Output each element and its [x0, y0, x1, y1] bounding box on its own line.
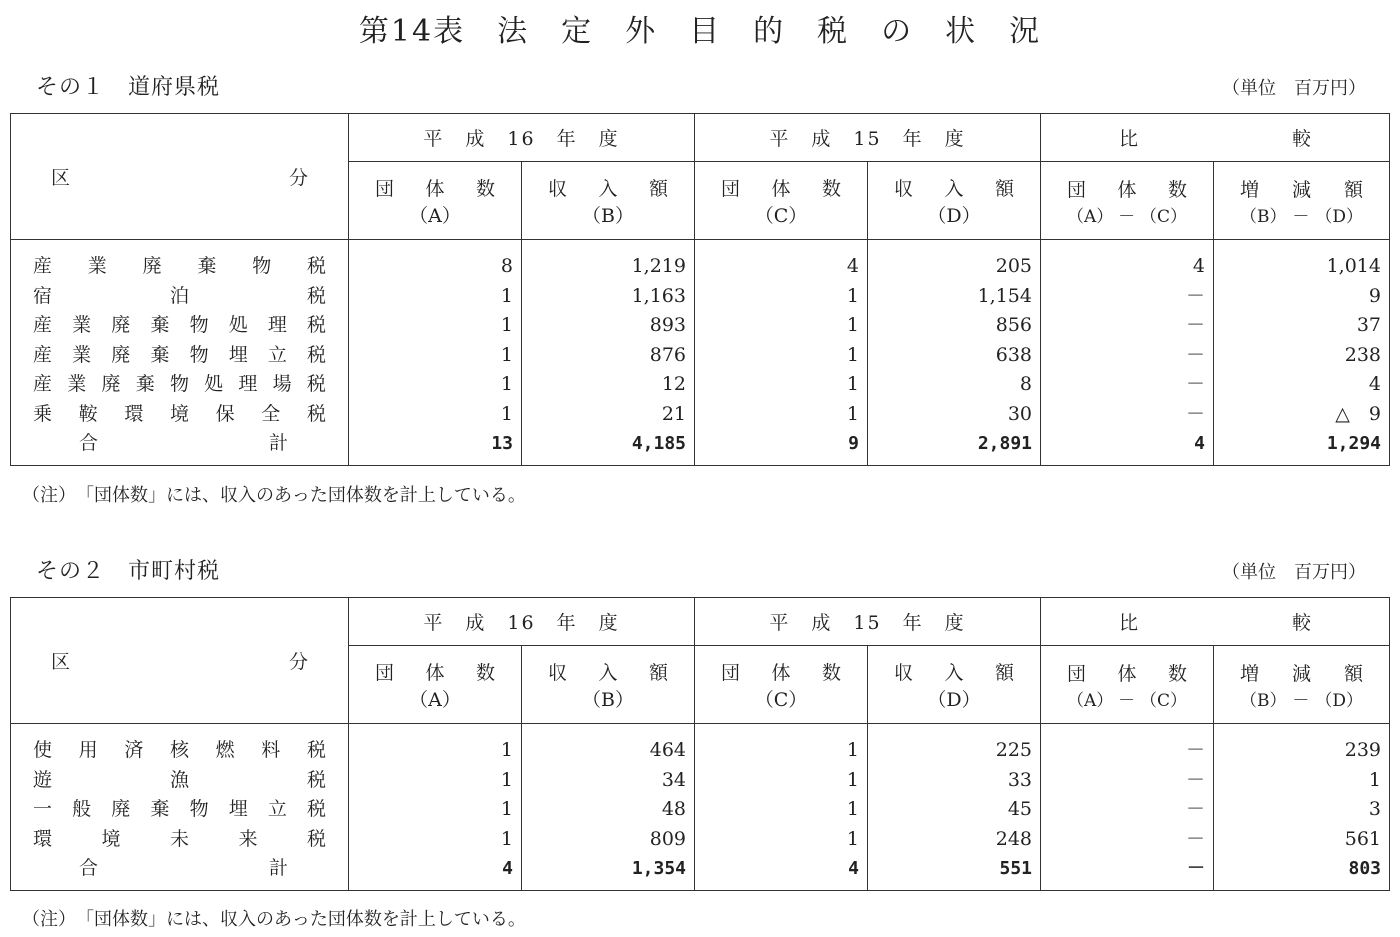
value-d: 856	[995, 314, 1032, 336]
tax-name-char: 燃	[215, 739, 235, 761]
revenue-b-header-label-char: 入	[598, 177, 618, 200]
value-a: 1	[500, 798, 513, 820]
tax-name-char: 理	[267, 314, 287, 336]
revenue-diff-header-code	[1214, 686, 1389, 711]
kubun-label	[11, 163, 348, 190]
tax-name	[11, 795, 348, 825]
value-d: 1,154	[977, 284, 1032, 307]
data-body	[11, 240, 1390, 466]
count-c-header-code: （C）	[754, 688, 808, 711]
count-diff-header-label-char: 数	[1167, 178, 1187, 201]
count-diff-header-label	[1041, 659, 1213, 686]
tax-name-char: 境	[101, 827, 121, 850]
tax-name-char: 業	[72, 343, 92, 366]
count-a-header-label-char: 体	[425, 177, 445, 200]
revenue-d-header-code: （D）	[927, 204, 981, 227]
count-diff-header-label	[1041, 175, 1213, 202]
value-a: 1	[500, 284, 513, 307]
column-bd	[1214, 724, 1390, 891]
tax-name	[11, 282, 348, 312]
value-ac: －	[1185, 827, 1205, 850]
tax-name	[11, 311, 348, 341]
column-a	[349, 240, 522, 466]
tax-name-char: 漁	[169, 768, 189, 791]
value-b: 12	[661, 373, 686, 395]
tax-name-char: 物	[169, 373, 189, 395]
year16-header: 平 成 16 年 度	[349, 114, 695, 162]
count-diff-header-label-char: 数	[1167, 662, 1187, 685]
value-ac: －	[1185, 768, 1205, 791]
tax-name-char: 物	[252, 255, 272, 277]
tax-name-char: 産	[33, 343, 53, 366]
tax-name-char: 産	[33, 373, 53, 395]
total-bd: 1,294	[1326, 433, 1381, 454]
value-ac: －	[1185, 739, 1205, 761]
count-c-header-label-char: 体	[771, 177, 791, 200]
count-a-header-label-char: 体	[425, 661, 445, 684]
tax-name-char: 宿	[33, 284, 53, 307]
tax-name-char: 業	[67, 373, 87, 395]
unit-label-2: （単位 百万円）	[1222, 562, 1366, 583]
count-diff-header-code-char: （C）	[1139, 206, 1187, 227]
tax-name	[11, 400, 348, 430]
value-bd: 1,014	[1326, 255, 1381, 277]
value-bd: 9	[1368, 284, 1381, 307]
tax-name-char: 乗	[33, 402, 53, 425]
tax-name-char: 棄	[150, 798, 170, 820]
revenue-b-header-label-char: 収	[548, 661, 568, 684]
tax-name	[11, 341, 348, 371]
year15-header: 平 成 15 年 度	[695, 598, 1041, 646]
tax-name-char: 場	[272, 373, 292, 395]
comparison-char: 比	[1119, 612, 1141, 634]
tax-name-char: 処	[204, 373, 224, 395]
tax-name-char: 境	[169, 402, 189, 425]
municipal-tax-table	[10, 597, 1390, 891]
revenue-d-header	[868, 162, 1041, 240]
count-diff-header-label-char: 体	[1117, 178, 1137, 201]
value-ac: －	[1185, 314, 1205, 336]
value-bd: △ 9	[1335, 402, 1381, 425]
tax-name-char: 埋	[228, 798, 248, 820]
comparison-char: 比	[1119, 128, 1141, 150]
revenue-diff-header-code-char: （D）	[1315, 206, 1363, 227]
kubun-header	[11, 114, 349, 240]
total-label-char: 計	[268, 857, 288, 879]
value-a: 1	[500, 402, 513, 425]
comparison-label	[1041, 124, 1389, 151]
tax-name-char: 棄	[197, 255, 217, 277]
tax-name-char: 立	[267, 343, 287, 366]
count-diff-header-label-char: 体	[1117, 662, 1137, 685]
column-ac	[1041, 724, 1214, 891]
value-ac: －	[1185, 402, 1205, 425]
count-a-header-label-char: 数	[475, 177, 495, 200]
value-c: 1	[846, 798, 859, 820]
count-diff-header-label-char: 団	[1067, 662, 1087, 685]
revenue-diff-header-label-char: 増	[1240, 662, 1260, 685]
value-bd: 1	[1368, 768, 1381, 791]
total-c: 9	[848, 433, 859, 454]
column-d	[868, 240, 1041, 466]
value-c: 1	[846, 402, 859, 425]
total-d: 2,891	[977, 433, 1032, 454]
total-b: 1,354	[631, 858, 686, 879]
value-d: 225	[995, 739, 1032, 761]
note-2: （注） 「団体数」には、収入のあった団体数を計上している。	[22, 909, 526, 930]
tax-name-char: 税	[306, 798, 326, 820]
revenue-diff-header-label	[1214, 175, 1389, 202]
revenue-d-header-label-char: 入	[944, 661, 964, 684]
total-ac: 4	[1194, 433, 1205, 454]
value-bd: 3	[1368, 798, 1381, 820]
column-ac	[1041, 240, 1214, 466]
revenue-diff-header-code-char: －	[1292, 206, 1310, 227]
count-c-header-label-char: 団	[721, 177, 741, 200]
column-b	[522, 724, 695, 891]
comparison-header	[1041, 114, 1390, 162]
value-b: 893	[649, 314, 686, 336]
value-b: 876	[649, 343, 686, 366]
count-diff-header-code-char: （A）	[1067, 206, 1114, 227]
column-c	[695, 240, 868, 466]
revenue-d-header-label	[868, 174, 1040, 201]
comparison-char: 較	[1291, 128, 1313, 150]
tax-name-char: 産	[33, 314, 53, 336]
revenue-diff-header-label-char: 増	[1240, 178, 1260, 201]
tax-name-char: 理	[238, 373, 258, 395]
count-c-header-label	[695, 658, 867, 685]
value-a: 1	[500, 373, 513, 395]
revenue-diff-header	[1214, 646, 1390, 724]
tax-name-char: 核	[169, 739, 189, 761]
revenue-d-header-label-char: 額	[994, 661, 1014, 684]
revenue-d-header-label	[868, 658, 1040, 685]
value-b: 1,163	[631, 284, 686, 307]
tax-name	[11, 370, 348, 400]
count-diff-header-code	[1041, 686, 1213, 711]
count-a-header-code: （A）	[409, 688, 461, 711]
tax-name-char: 税	[306, 343, 326, 366]
value-b: 464	[649, 739, 686, 761]
revenue-b-header-label-char: 額	[648, 661, 668, 684]
kubun-label-char: 区	[51, 167, 71, 189]
value-a: 1	[500, 739, 513, 761]
count-c-header-label	[695, 174, 867, 201]
tax-name-char: 業	[87, 255, 107, 277]
tax-name-char: 棄	[150, 314, 170, 336]
revenue-d-header	[868, 646, 1041, 724]
count-diff-header-code-char: －	[1118, 690, 1136, 711]
tax-name-char: 税	[306, 827, 326, 850]
tax-name-char: 用	[78, 739, 98, 761]
value-d: 8	[1019, 373, 1032, 395]
column-c	[695, 724, 868, 891]
value-a: 1	[500, 768, 513, 791]
value-c: 1	[846, 314, 859, 336]
revenue-diff-header-label-char: 額	[1343, 178, 1363, 201]
kubun-label-char: 分	[288, 167, 308, 189]
count-a-header	[349, 646, 522, 724]
tax-name-char: 環	[33, 827, 53, 850]
value-c: 1	[846, 284, 859, 307]
tax-name-char: 税	[306, 255, 326, 277]
value-c: 1	[846, 768, 859, 791]
tax-name-char: 税	[306, 284, 326, 307]
prefectural-tax-table	[10, 113, 1390, 466]
value-c: 4	[846, 255, 859, 277]
value-a: 1	[500, 827, 513, 850]
tax-name-char: 未	[169, 827, 189, 850]
count-diff-header-code-char: （A）	[1067, 690, 1114, 711]
revenue-diff-header-label-char: 額	[1343, 662, 1363, 685]
count-a-header-label	[349, 174, 521, 201]
revenue-d-header-code: （D）	[927, 688, 981, 711]
tax-name-char: 済	[124, 739, 144, 761]
tax-name-char: 廃	[111, 314, 131, 336]
tax-name-char: 税	[306, 402, 326, 425]
value-b: 21	[661, 402, 686, 425]
tax-name-char: 使	[33, 739, 53, 761]
value-ac: －	[1185, 373, 1205, 395]
tax-name-char: 棄	[135, 373, 155, 395]
tax-name-char: 埋	[228, 343, 248, 366]
value-d: 45	[1007, 798, 1032, 820]
total-ac: －	[1187, 858, 1205, 879]
header-row-years	[11, 598, 1390, 646]
section1-heading: その１ 道府県税	[36, 75, 221, 100]
tax-name	[11, 766, 348, 796]
tax-name-char: 保	[215, 402, 235, 425]
revenue-diff-header-code-char: （D）	[1315, 690, 1363, 711]
comparison-char: 較	[1291, 612, 1313, 634]
value-bd: 37	[1356, 314, 1381, 336]
value-ac: －	[1185, 798, 1205, 820]
value-ac: －	[1185, 284, 1205, 307]
value-d: 638	[995, 343, 1032, 366]
revenue-diff-header-code-char: －	[1292, 690, 1310, 711]
tax-name-char: 税	[306, 739, 326, 761]
tax-name-char: 廃	[142, 255, 162, 277]
tax-name-char: 税	[306, 768, 326, 791]
revenue-d-header-label-char: 収	[894, 661, 914, 684]
count-c-header-label-char: 数	[821, 661, 841, 684]
count-a-header-label-char: 数	[475, 661, 495, 684]
value-d: 33	[1007, 768, 1032, 791]
revenue-b-header-label-char: 収	[548, 177, 568, 200]
count-diff-header-code-char: －	[1118, 206, 1136, 227]
section2-heading: その２ 市町村税	[36, 559, 221, 584]
revenue-d-header-label-char: 額	[994, 177, 1014, 200]
tax-name-char: 廃	[111, 798, 131, 820]
comparison-header	[1041, 598, 1390, 646]
revenue-b-header-label	[522, 658, 694, 685]
value-a: 1	[500, 314, 513, 336]
tax-name	[11, 252, 348, 282]
total-label	[11, 429, 348, 459]
count-c-header-label-char: 数	[821, 177, 841, 200]
value-d: 205	[995, 255, 1032, 277]
value-c: 1	[846, 827, 859, 850]
revenue-diff-header	[1214, 162, 1390, 240]
kubun-label-char: 分	[288, 651, 308, 673]
count-diff-header-code-char: （C）	[1139, 690, 1187, 711]
tax-name	[11, 736, 348, 766]
name-column	[11, 240, 349, 466]
year15-header: 平 成 15 年 度	[695, 114, 1041, 162]
total-label-char: 計	[268, 432, 288, 454]
count-c-header	[695, 162, 868, 240]
unit-label-1: （単位 百万円）	[1222, 78, 1366, 99]
value-b: 1,219	[631, 255, 686, 277]
tax-name-char: 泊	[169, 284, 189, 307]
tax-name-char: 税	[306, 373, 326, 395]
tax-name-char: 廃	[111, 343, 131, 366]
tax-name-char: 処	[228, 314, 248, 336]
column-b	[522, 240, 695, 466]
value-ac: －	[1185, 343, 1205, 366]
count-diff-header	[1041, 162, 1214, 240]
revenue-b-header-code: （B）	[582, 688, 634, 711]
count-c-header	[695, 646, 868, 724]
revenue-b-header-label-char: 額	[648, 177, 668, 200]
revenue-diff-header-code-char: （B）	[1240, 206, 1287, 227]
total-label-char: 合	[79, 432, 99, 454]
value-b: 809	[649, 827, 686, 850]
count-c-header-label-char: 体	[771, 661, 791, 684]
value-bd: 561	[1344, 827, 1381, 850]
tax-name-char: 廃	[101, 373, 121, 395]
tax-name-char: 料	[261, 739, 281, 761]
value-c: 1	[846, 343, 859, 366]
value-a: 8	[500, 255, 513, 277]
name-column	[11, 724, 349, 891]
value-ac: 4	[1192, 255, 1205, 277]
header-row-years	[11, 114, 1390, 162]
value-b: 34	[661, 768, 686, 791]
value-d: 30	[1007, 402, 1032, 425]
kubun-label-char: 区	[51, 651, 71, 673]
count-a-header-label-char: 団	[375, 177, 395, 200]
revenue-b-header-label	[522, 174, 694, 201]
revenue-diff-header-code-char: （B）	[1240, 690, 1287, 711]
value-bd: 4	[1368, 373, 1381, 395]
tax-name-char: 税	[306, 314, 326, 336]
revenue-d-header-label-char: 収	[894, 177, 914, 200]
count-a-header-code: （A）	[409, 204, 461, 227]
total-d: 551	[999, 858, 1032, 879]
page-title: 第14表 法 定 外 目 的 税 の 状 況	[358, 14, 1042, 49]
total-label-char: 合	[79, 857, 99, 879]
value-b: 48	[661, 798, 686, 820]
value-c: 1	[846, 373, 859, 395]
revenue-b-header-code: （B）	[582, 204, 634, 227]
count-c-header-label-char: 団	[721, 661, 741, 684]
tax-name-char: 物	[189, 343, 209, 366]
column-a	[349, 724, 522, 891]
data-body	[11, 724, 1390, 891]
revenue-b-header-label-char: 入	[598, 661, 618, 684]
tax-name-char: 般	[72, 798, 92, 820]
tax-name-char: 物	[189, 314, 209, 336]
tax-name-char: 業	[72, 314, 92, 336]
tax-name-char: 環	[124, 402, 144, 425]
count-a-header	[349, 162, 522, 240]
count-diff-header	[1041, 646, 1214, 724]
kubun-label	[11, 647, 348, 674]
tax-name	[11, 825, 348, 855]
total-label	[11, 854, 348, 884]
total-b: 4,185	[631, 433, 686, 454]
comparison-label	[1041, 608, 1389, 635]
tax-name-char: 棄	[150, 343, 170, 366]
count-a-header-label-char: 団	[375, 661, 395, 684]
revenue-b-header	[522, 646, 695, 724]
column-d	[868, 724, 1041, 891]
count-a-header-label	[349, 658, 521, 685]
total-a: 4	[502, 858, 513, 879]
total-bd: 803	[1348, 858, 1381, 879]
tax-name-char: 産	[33, 255, 53, 277]
value-bd: 238	[1344, 343, 1381, 366]
count-c-header-code: （C）	[754, 204, 808, 227]
revenue-diff-header-code	[1214, 202, 1389, 227]
count-diff-header-label-char: 団	[1067, 178, 1087, 201]
revenue-b-header	[522, 162, 695, 240]
tax-name-char: 鞍	[78, 402, 98, 425]
tax-name-char: 一	[33, 798, 53, 820]
tax-name-char: 遊	[33, 768, 53, 791]
tax-name-char: 物	[189, 798, 209, 820]
tax-name-char: 立	[267, 798, 287, 820]
total-c: 4	[848, 858, 859, 879]
tax-name-char: 全	[261, 402, 281, 425]
value-d: 248	[995, 827, 1032, 850]
revenue-diff-header-label-char: 減	[1291, 178, 1311, 201]
note-1: （注） 「団体数」には、収入のあった団体数を計上している。	[22, 485, 526, 506]
tax-name-char: 来	[238, 827, 258, 850]
value-bd: 239	[1344, 739, 1381, 761]
value-a: 1	[500, 343, 513, 366]
year16-header: 平 成 16 年 度	[349, 598, 695, 646]
value-c: 1	[846, 739, 859, 761]
revenue-diff-header-label-char: 減	[1291, 662, 1311, 685]
revenue-d-header-label-char: 入	[944, 177, 964, 200]
revenue-diff-header-label	[1214, 659, 1389, 686]
count-diff-header-code	[1041, 202, 1213, 227]
column-bd	[1214, 240, 1390, 466]
kubun-header	[11, 598, 349, 724]
total-a: 13	[491, 433, 513, 454]
